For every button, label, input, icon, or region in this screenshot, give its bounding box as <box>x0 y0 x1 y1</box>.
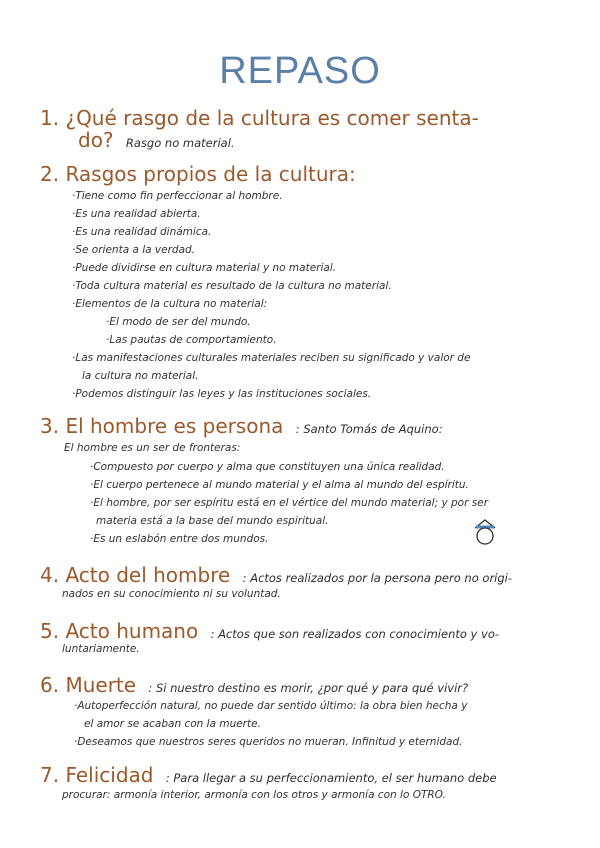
q3-line-cont: materia está a la base del mundo espiritual. <box>96 515 329 527</box>
question-6-heading <box>40 673 580 697</box>
question-3-inline: : Santo Tomás de Aquino: <box>295 422 443 436</box>
question-5-number: 5. <box>40 619 60 643</box>
q2-line: ·Es una realidad abierta. <box>72 208 201 220</box>
question-4-title: Acto del hombre <box>65 563 231 587</box>
q3-line: ·El hombre, por ser espíritu está en el vértice del mundo material; y por ser <box>90 497 489 509</box>
question-5-inline: : Actos que son realizados con conocimiento y vo- <box>210 627 500 641</box>
question-7-number: 7. <box>40 763 60 787</box>
person-doodle-icon <box>472 518 498 552</box>
q2-line: ·Toda cultura material es resultado de la cultura no material. <box>72 280 392 292</box>
question-4-inline: : Actos realizados por la persona pero no origi- <box>242 571 513 585</box>
q6-line: ·Deseamos que nuestros seres queridos no mueran. Infinitud y eternidad. <box>74 736 463 748</box>
question-1-text-cont: do? <box>78 128 114 152</box>
question-6-title: Muerte <box>65 673 137 697</box>
q2-line: ·Podemos distinguir las leyes y las instituciones sociales. <box>72 388 372 400</box>
question-7-inline: : Para llegar a su perfeccionamiento, el ser humano debe <box>165 771 497 785</box>
question-7-title: Felicidad <box>65 763 154 787</box>
q2-line: ·Elementos de la cultura no material: <box>72 298 268 310</box>
q5-line-cont: luntariamente. <box>62 643 140 655</box>
question-2-title: Rasgos propios de la cultura: <box>65 162 356 186</box>
question-3-heading <box>40 414 580 438</box>
question-4-heading <box>40 563 580 587</box>
question-7-heading <box>40 763 580 787</box>
q2-line-cont: la cultura no material. <box>82 370 199 382</box>
q2-subline: ·El modo de ser del mundo. <box>106 316 251 328</box>
question-1-text: ¿Qué rasgo de la cultura es comer senta- <box>65 106 479 130</box>
question-1-answer: Rasgo no material. <box>125 136 235 150</box>
question-6-number: 6. <box>40 673 60 697</box>
q2-line: ·Tiene como fin perfeccionar al hombre. <box>72 190 283 202</box>
q2-subline: ·Las pautas de comportamiento. <box>106 334 277 346</box>
q3-line: ·Compuesto por cuerpo y alma que constituyen una única realidad. <box>90 461 445 473</box>
question-4-number: 4. <box>40 563 60 587</box>
question-5-heading <box>40 619 580 643</box>
question-6-inline: : Si nuestro destino es morir, ¿por qué y para qué vivir? <box>148 681 469 695</box>
question-3-title: El hombre es persona <box>65 414 284 438</box>
q2-line: ·Puede dividirse en cultura material y no material. <box>72 262 337 274</box>
q3-line: ·Es un eslabón entre dos mundos. <box>90 533 269 545</box>
q3-line: ·El cuerpo pertenece al mundo material y el alma al mundo del espíritu. <box>90 479 469 491</box>
question-3-number: 3. <box>40 414 60 438</box>
q2-line: ·Se orienta a la verdad. <box>72 244 196 256</box>
q2-line: ·Las manifestaciones culturales materiales reciben su significado y valor de <box>72 352 471 364</box>
question-5-title: Acto humano <box>65 619 199 643</box>
question-1-heading-cont <box>78 128 580 152</box>
question-1-heading <box>40 106 580 130</box>
q6-line-cont: el amor se acaban con la muerte. <box>84 718 261 730</box>
question-2-number: 2. <box>40 162 60 186</box>
q6-line: ·Autoperfección natural, no puede dar sentido último: la obra bien hecha y <box>74 700 468 712</box>
q7-line-cont: procurar: armonía interior, armonía con los otros y armonía con lo OTRO. <box>62 789 446 801</box>
question-2-heading <box>40 162 580 186</box>
q3-intro: El hombre es un ser de fronteras: <box>64 442 241 454</box>
question-1-number: 1. <box>40 106 60 130</box>
q4-line-cont: nados en su conocimiento ni su voluntad. <box>62 588 281 600</box>
q2-line: ·Es una realidad dinámica. <box>72 226 212 238</box>
page-title: REPASO <box>219 50 381 92</box>
